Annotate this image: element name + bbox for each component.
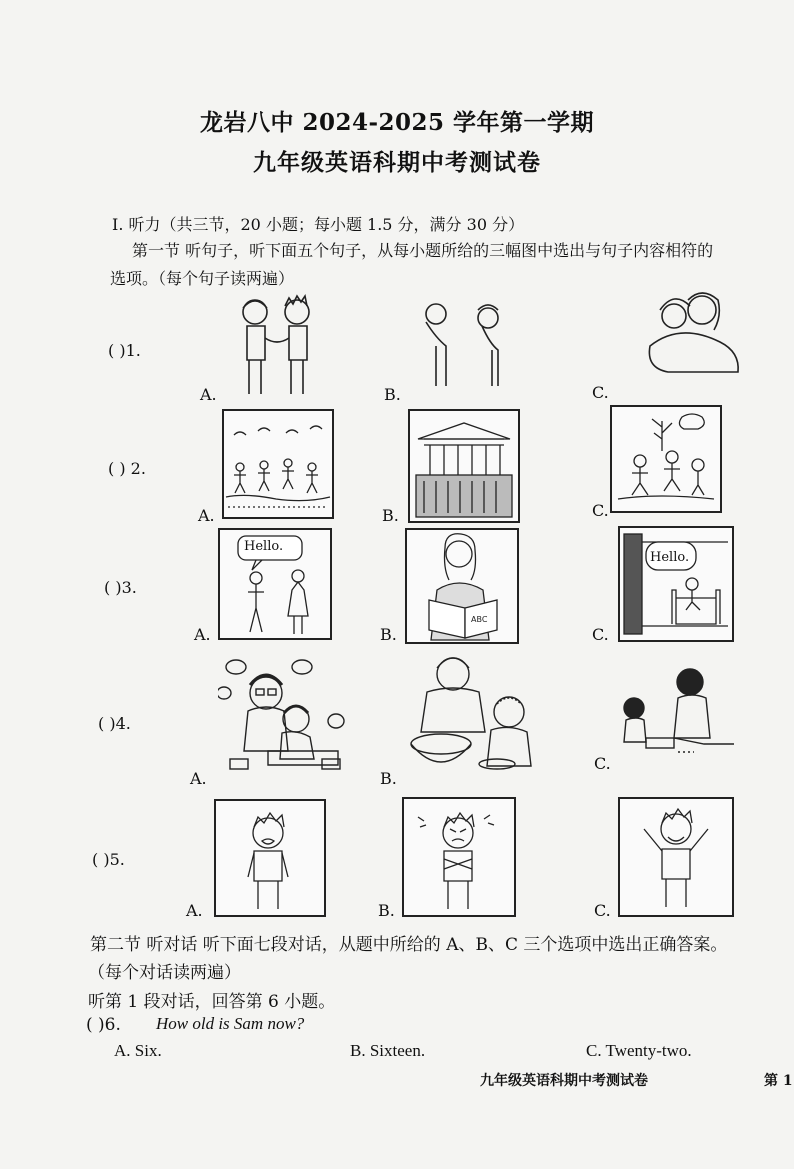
question-3-number: ( )3. (104, 578, 137, 597)
q5-option-b-label: B. (378, 901, 395, 920)
dialog-1-intro: 听第 1 段对话，回答第 6 小题。 (88, 992, 336, 1012)
footer-page-number: 第 1 (764, 1073, 793, 1089)
q2-option-b-label: B. (382, 506, 399, 525)
question-6-text: How old is Sam now? (156, 1014, 305, 1033)
q5-option-c-label: C. (594, 901, 611, 920)
exam-title-line2: 九年级英语科期中考测试卷 (253, 149, 541, 176)
part2-instruction-line2: （每个对话读两遍） (88, 963, 241, 983)
q3-option-b-picture[interactable] (405, 528, 519, 644)
svg-text:ABC: ABC (471, 615, 488, 624)
q5-option-a-picture[interactable] (214, 799, 326, 917)
q5-option-b-picture[interactable] (402, 797, 516, 917)
q2-option-c-label: C. (592, 501, 609, 520)
q6-option-b[interactable]: B. Sixteen. (350, 1041, 426, 1060)
q4-option-c-label: C. (594, 754, 611, 773)
q3-option-a-label: A. (194, 625, 211, 644)
question-4-number: ( )4. (98, 714, 131, 733)
q6-option-a[interactable]: A. Six. (114, 1041, 162, 1060)
q3-option-c-label: C. (592, 625, 609, 644)
q1-option-c-picture[interactable] (630, 290, 750, 380)
question-6-number: ( )6. (86, 1015, 121, 1035)
q1-option-b-label: B. (384, 385, 401, 404)
q6-option-c[interactable]: C. Twenty-two. (586, 1041, 692, 1060)
part2-instruction-line1: 第二节 听对话 听下面七段对话，从题中所给的 A、B、C 三个选项中选出正确答案。 (90, 935, 728, 955)
q5-option-c-picture[interactable] (618, 797, 734, 917)
part1-instruction-line1: 第一节 听句子，听下面五个句子，从每小题所给的三幅图中选出与句子内容相符的 (132, 241, 714, 260)
q2-option-a-label: A. (198, 506, 215, 525)
q2-option-a-picture[interactable] (222, 409, 334, 519)
q5-option-a-label: A. (186, 901, 203, 920)
q1-option-b-picture[interactable] (408, 296, 518, 388)
q3-option-c-picture[interactable] (618, 526, 734, 642)
q1-option-a-label: A. (200, 385, 217, 404)
question-2-number: ( ) 2. (108, 459, 146, 478)
part1-instruction-line2: 选项。（每个句子读两遍） (110, 269, 295, 288)
q3-option-b-label: B. (380, 625, 397, 644)
q2-option-b-picture[interactable] (408, 409, 520, 523)
q1-option-c-label: C. (592, 383, 609, 402)
exam-title-line1: 龙岩八中 2024-2025 学年第一学期 (199, 109, 595, 136)
section-heading: I. 听力（共三节，20 小题；每小题 1.5 分，满分 30 分） (112, 215, 525, 234)
q3-option-c-speech-bubble: Hello. (650, 550, 690, 565)
q2-option-c-picture[interactable] (610, 405, 722, 513)
q4-option-a-picture[interactable] (218, 655, 354, 779)
q4-option-a-label: A. (190, 769, 207, 788)
q3-option-a-speech-bubble: Hello. (244, 539, 284, 554)
q4-option-b-label: B. (380, 769, 397, 788)
q4-option-c-picture[interactable] (618, 664, 742, 764)
footer-exam-name: 九年级英语科期中考测试卷 (480, 1073, 648, 1089)
q1-option-a-picture[interactable] (225, 290, 325, 400)
question-5-number: ( )5. (92, 850, 125, 869)
q4-option-b-picture[interactable] (405, 652, 545, 778)
question-1-number: ( )1. (108, 341, 141, 360)
